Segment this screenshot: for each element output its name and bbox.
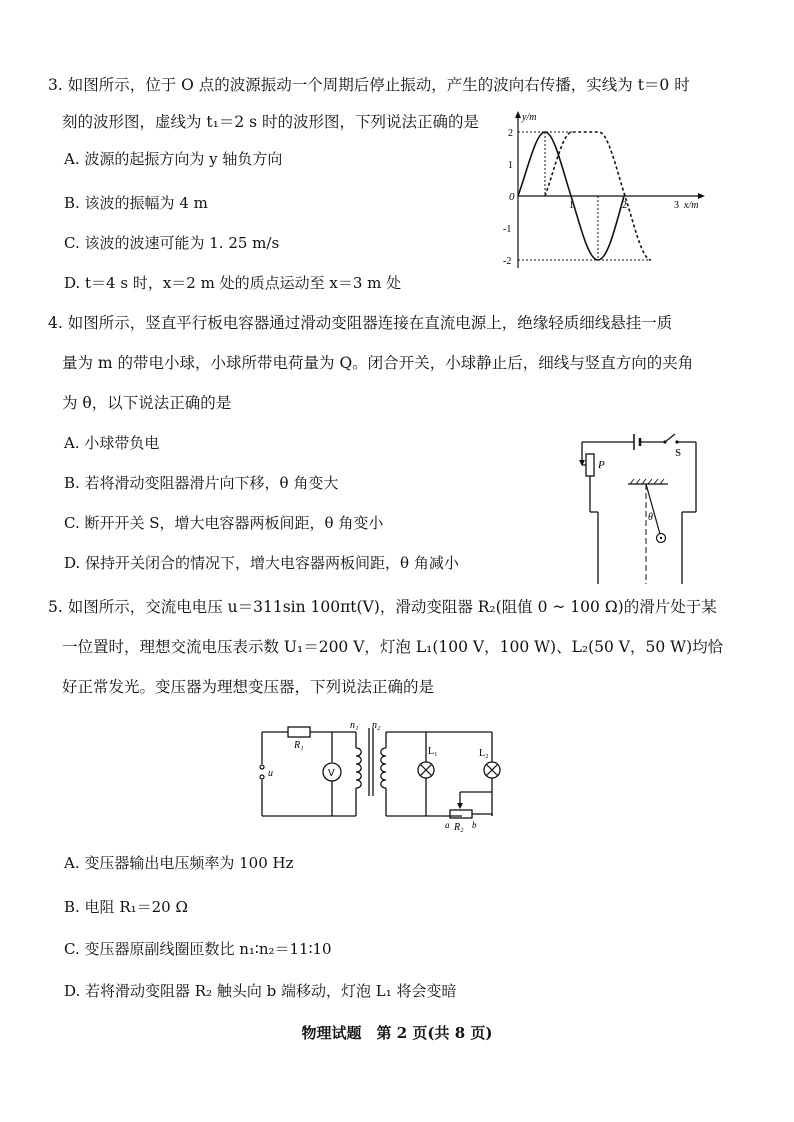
- y-tick-1: 1: [508, 160, 513, 171]
- q3-stem-line-1: 3. 如图所示，位于 O 点的波源振动一个周期后停止振动，产生的波向右传播，实线为 t＝0 时: [48, 76, 690, 94]
- q5-option-d: D. 若将滑动变阻器 R₂ 触头向 b 端移动，灯泡 L₁ 将会变暗: [64, 982, 457, 1000]
- x-tick-2: 2: [622, 200, 627, 211]
- q4-option-a: A. 小球带负电: [64, 434, 160, 452]
- q4-option-c: C. 断开开关 S，增大电容器两板间距，θ 角变小: [64, 514, 384, 532]
- q4-stem-line-2: 量为 m 的带电小球，小球所带电荷量为 Q。闭合开关，小球静止后，细线与竖直方向的夹角: [62, 354, 694, 372]
- ac-source-terminal-top: [260, 765, 264, 769]
- y-tick-2: 2: [508, 128, 513, 139]
- n2-label: n₂: [372, 720, 381, 731]
- r2-end-b-label: b: [472, 820, 477, 830]
- voltmeter-label: V: [328, 768, 335, 779]
- q5-option-b: B. 电阻 R₁＝20 Ω: [64, 898, 188, 916]
- string: [646, 484, 660, 534]
- switch-label: S: [675, 447, 682, 459]
- y-axis-label: y/m: [522, 112, 537, 123]
- x-tick-3: 3: [674, 200, 679, 211]
- q3-option-a: A. 波源的起振方向为 y 轴负方向: [64, 150, 283, 168]
- q5-stem-line-2: 一位置时，理想交流电压表示数 U₁＝200 V，灯泡 L₁(100 V，100 W)、L₂(50 V，50 W)均恰: [62, 638, 724, 656]
- q4-capacitor-circuit: [572, 428, 702, 586]
- r1-label: R₁: [294, 740, 304, 751]
- origin-label: 0: [509, 191, 515, 203]
- primary-coil: [356, 748, 361, 788]
- secondary-coil: [381, 748, 386, 788]
- l2-label: L₂: [479, 748, 489, 759]
- page-footer: 物理试题 第 2 页(共 8 页): [301, 1024, 493, 1042]
- q5-stem-line-1: 5. 如图所示，交流电电压 u＝311sin 100πt(V)，滑动变阻器 R₂(阻值 0 ~ 100 Ω)的滑片处于某: [48, 598, 717, 616]
- q3-option-d: D. t＝4 s 时，x＝2 m 处的质点运动至 x＝3 m 处: [64, 274, 402, 292]
- q3-wave-graph: [500, 108, 710, 276]
- r2-end-a-label: a: [445, 820, 450, 830]
- source-label: u: [268, 768, 273, 779]
- resistor-r1: [288, 727, 310, 737]
- x-tick-1: 1: [569, 200, 574, 211]
- slider-label: P: [598, 459, 605, 471]
- q5-option-c: C. 变压器原副线圈匝数比 n₁∶n₂＝11∶10: [64, 940, 332, 958]
- l1-label: L₁: [428, 746, 438, 757]
- y-tick-neg1: -1: [503, 224, 512, 235]
- q4-option-b: B. 若将滑动变阻器滑片向下移，θ 角变大: [64, 474, 339, 492]
- y-axis-arrow: [515, 111, 521, 118]
- theta-label: θ: [648, 512, 653, 523]
- switch-s: [665, 434, 675, 442]
- q5-stem-line-3: 好正常发光。变压器为理想变压器，下列说法正确的是: [62, 678, 435, 696]
- rheostat: [586, 454, 594, 476]
- q3-option-b: B. 该波的振幅为 4 m: [64, 194, 208, 212]
- r2-slider-arrow: [457, 803, 463, 809]
- q3-stem-line-2: 刻的波形图，虚线为 t₁＝2 s 时的波形图，下列说法正确的是: [62, 113, 480, 131]
- q4-option-d: D. 保持开关闭合的情况下，增大电容器两板间距，θ 角减小: [64, 554, 459, 572]
- x-axis-arrow: [698, 193, 705, 199]
- q5-transformer-circuit: [252, 716, 512, 834]
- q4-stem-line-3: 为 θ，以下说法正确的是: [62, 394, 232, 412]
- rheostat-r2: [450, 810, 472, 818]
- n1-label: n₁: [350, 720, 359, 731]
- r2-label: R₂: [454, 822, 464, 833]
- y-tick-neg2: -2: [503, 256, 512, 267]
- x-axis-label: x/m: [684, 200, 699, 211]
- ac-source-terminal-bottom: [260, 775, 264, 779]
- q4-stem-line-1: 4. 如图所示，竖直平行板电容器通过滑动变阻器连接在直流电源上，绝缘轻质细线悬挂一质: [48, 314, 673, 332]
- q3-option-c: C. 该波的波速可能为 1. 25 m/s: [64, 234, 280, 252]
- q5-option-a: A. 变压器输出电压频率为 100 Hz: [64, 854, 294, 872]
